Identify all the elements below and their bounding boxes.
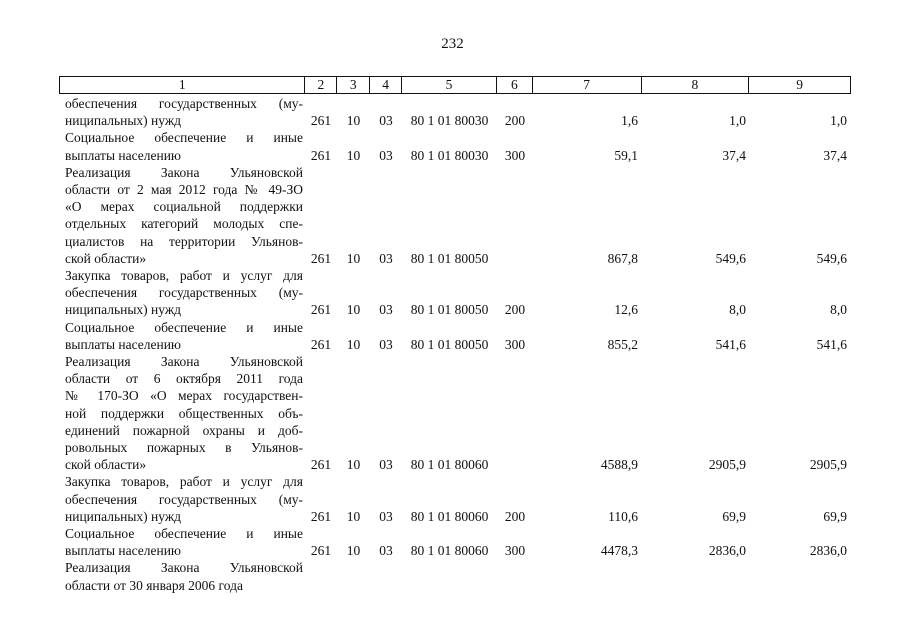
row-description (59, 353, 305, 473)
table-row (59, 473, 851, 525)
description-line: Реализация Закона Ульяновской (65, 560, 303, 576)
ministry-code: 261 (310, 508, 332, 524)
table-row (59, 95, 851, 129)
subsection-code: 03 (379, 113, 393, 129)
amount-col-9: 37,4 (823, 147, 847, 163)
subsection-code: 03 (379, 508, 393, 524)
description-line: области от 30 января 2006 года (65, 577, 243, 593)
subsection-code: 03 (379, 302, 393, 318)
ministry-code: 261 (310, 302, 332, 318)
row-description (59, 525, 305, 559)
description-line: Закупка товаров, работ и услуг для (65, 268, 303, 284)
table-row (59, 319, 851, 353)
description-line: обеспечения государственных (му- (65, 96, 303, 111)
target-article-code: 80 1 01 80050 (410, 302, 489, 318)
header-col-9: 9 (796, 77, 804, 92)
amount-col-9: 2836,0 (809, 543, 847, 559)
table-row (59, 164, 851, 267)
description-line: выплаты населению (65, 543, 182, 559)
row-description (59, 95, 305, 129)
target-article-code: 80 1 01 80050 (410, 336, 489, 352)
description-line: выплаты населению (65, 147, 182, 163)
amount-col-7: 12,6 (614, 302, 638, 318)
ministry-code: 261 (310, 543, 332, 559)
amount-col-8: 541,6 (715, 336, 746, 352)
amount-col-7: 867,8 (607, 250, 638, 266)
description-line: области от 2 мая 2012 года № 49-ЗО (65, 182, 303, 198)
description-line: циалистов на территории Ульянов- (65, 233, 303, 249)
amount-col-9: 69,9 (823, 508, 847, 524)
expense-type-code: 300 (504, 543, 526, 559)
description-line: «О мерах социальной поддержки (65, 199, 303, 215)
header-col-6: 6 (497, 77, 533, 93)
description-line: ской области» (65, 457, 147, 473)
target-article-code: 80 1 01 80060 (410, 543, 489, 559)
description-line: выплаты населению (65, 336, 182, 352)
expense-type-code: 200 (504, 113, 526, 129)
description-line: ниципальных) нужд (65, 302, 182, 318)
amount-col-9: 2905,9 (809, 457, 847, 473)
description-line: Реализация Закона Ульяновской (65, 164, 303, 180)
description-line: области от 6 октября 2011 года (65, 371, 303, 387)
row-description (59, 319, 305, 353)
amount-col-8: 37,4 (722, 147, 746, 163)
amount-col-9: 1,0 (830, 113, 847, 129)
row-description (59, 473, 305, 525)
header-col-2: 2 (305, 77, 337, 93)
amount-col-8: 2905,9 (708, 457, 746, 473)
amount-col-7: 855,2 (607, 336, 638, 352)
description-line: единений пожарной охраны и доб- (65, 422, 303, 438)
description-line: Закупка товаров, работ и услуг для (65, 474, 303, 490)
subsection-code: 03 (379, 336, 393, 352)
expense-type-code: 300 (504, 147, 526, 163)
description-line: Социальное обеспечение и иные (65, 130, 303, 146)
header-col-5: 5 (402, 77, 497, 93)
ministry-code: 261 (310, 457, 332, 473)
header-col-1: 1 (60, 77, 305, 93)
header-col-8: 8 (642, 77, 750, 93)
expense-type-code: 200 (504, 508, 526, 524)
description-line: обеспечения государственных (му- (65, 285, 303, 301)
section-code: 10 (346, 543, 361, 559)
amount-col-9: 549,6 (816, 250, 847, 266)
subsection-code: 03 (379, 457, 393, 473)
table-row (59, 267, 851, 319)
amount-col-7: 4478,3 (600, 543, 638, 559)
section-code: 10 (346, 508, 361, 524)
target-article-code: 80 1 01 80060 (410, 457, 489, 473)
amount-col-9: 541,6 (816, 336, 847, 352)
amount-col-7: 1,6 (621, 113, 638, 129)
expense-type-code: 200 (504, 302, 526, 318)
ministry-code: 261 (310, 113, 332, 129)
ministry-code: 261 (310, 147, 332, 163)
amount-col-7: 59,1 (614, 147, 638, 163)
section-code: 10 (346, 457, 361, 473)
section-code: 10 (346, 302, 361, 318)
header-col-3: 3 (337, 77, 370, 93)
row-description (59, 267, 305, 319)
description-line: ной поддержки общественных объ- (65, 405, 303, 421)
target-article-code: 80 1 01 80030 (410, 113, 489, 129)
table-row (59, 559, 851, 593)
subsection-code: 03 (379, 543, 393, 559)
page-number: 232 (441, 36, 464, 52)
section-code: 10 (346, 336, 361, 352)
table-row (59, 353, 851, 473)
description-line: ниципальных) нужд (65, 113, 182, 129)
row-description (59, 164, 305, 267)
expense-type-code: 300 (504, 336, 526, 352)
amount-col-7: 4588,9 (600, 457, 638, 473)
table-header-row (59, 76, 851, 94)
amount-col-8: 1,0 (729, 113, 746, 129)
description-line: ровольных пожарных в Ульянов- (65, 440, 303, 456)
ministry-code: 261 (310, 336, 332, 352)
target-article-code: 80 1 01 80050 (410, 250, 489, 266)
ministry-code: 261 (310, 250, 332, 266)
section-code: 10 (346, 147, 361, 163)
row-description (59, 129, 305, 163)
subsection-code: 03 (379, 250, 393, 266)
target-article-code: 80 1 01 80060 (410, 508, 489, 524)
row-description (59, 559, 305, 593)
table-body (59, 95, 851, 594)
subsection-code: 03 (379, 147, 393, 163)
amount-col-8: 2836,0 (708, 543, 746, 559)
header-col-4: 4 (370, 77, 402, 93)
description-line: отдельных категорий молодых спе- (65, 216, 303, 232)
description-line: Социальное обеспечение и иные (65, 526, 303, 542)
section-code: 10 (346, 250, 361, 266)
table-row (59, 129, 851, 163)
amount-col-9: 8,0 (830, 302, 847, 318)
target-article-code: 80 1 01 80030 (410, 147, 489, 163)
amount-col-8: 69,9 (722, 508, 746, 524)
description-line: ниципальных) нужд (65, 508, 182, 524)
description-line: обеспечения государственных (му- (65, 491, 303, 507)
table-row (59, 525, 851, 559)
section-code: 10 (346, 113, 361, 129)
amount-col-8: 8,0 (729, 302, 746, 318)
description-line: Реализация Закона Ульяновской (65, 354, 303, 370)
amount-col-7: 110,6 (608, 508, 638, 524)
description-line: ской области» (65, 250, 147, 266)
description-line: Социальное обеспечение и иные (65, 319, 303, 335)
header-col-7: 7 (533, 77, 642, 93)
amount-col-8: 549,6 (715, 250, 746, 266)
description-line: № 170-ЗО «О мерах государствен- (65, 388, 303, 404)
